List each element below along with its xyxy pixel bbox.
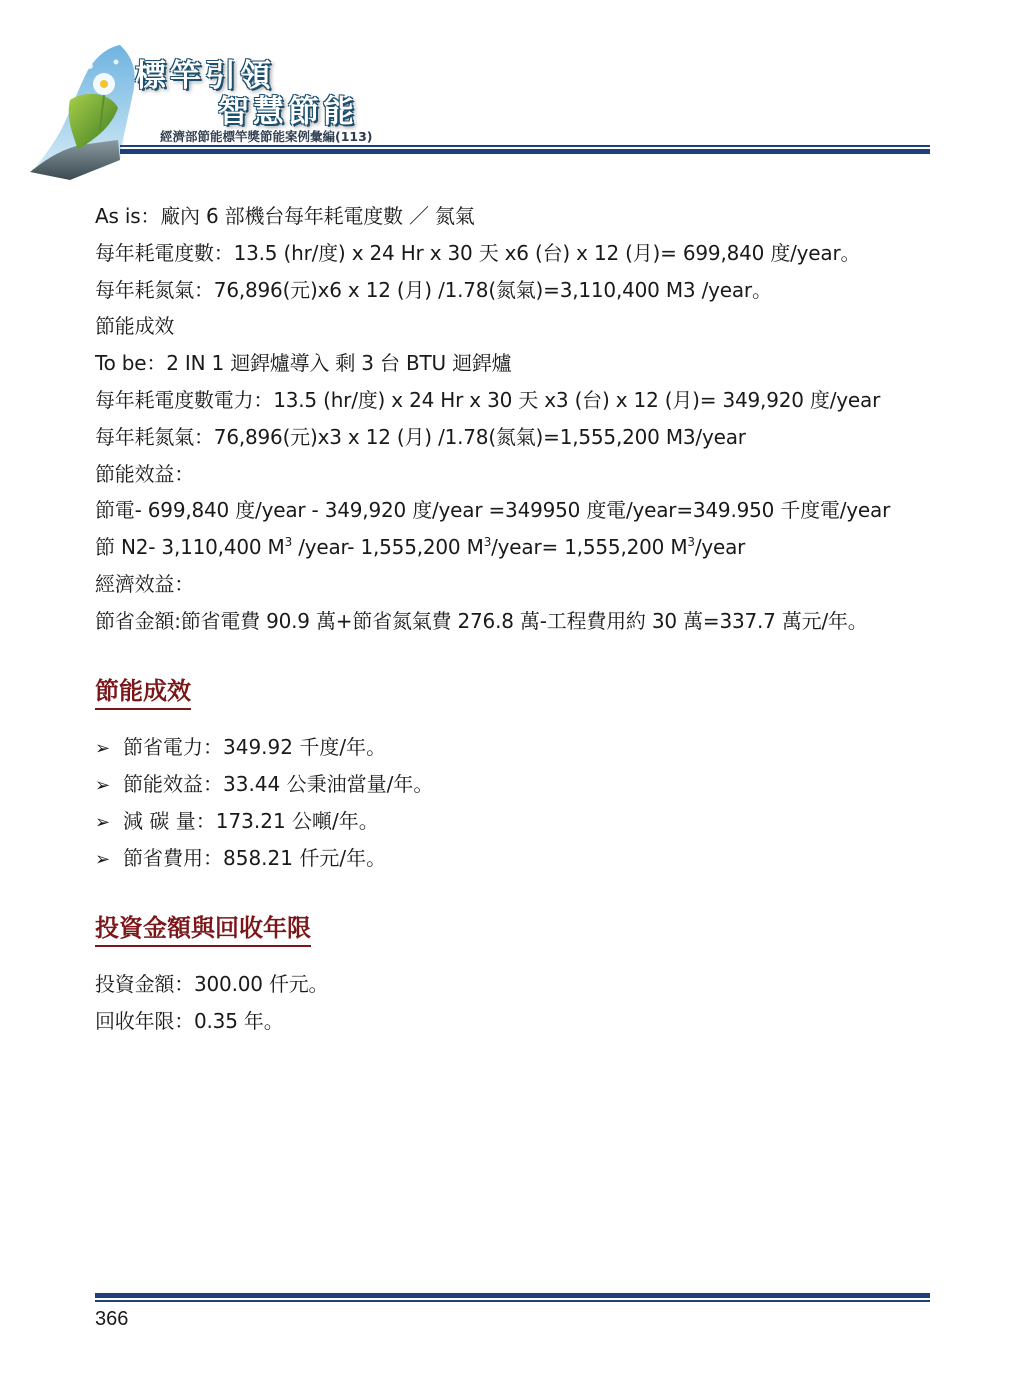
list-item-text: 節省電力：349.92 千度/年。 — [123, 735, 387, 759]
text-line: 每年耗電度數：13.5 (hr/度) x 24 Hr x 30 天 x6 (台) x 12 (月)= 699,840 度/year。 — [95, 240, 861, 265]
text-line: 每年耗電度數電力：13.5 (hr/度) x 24 Hr x 30 天 x3 (台) x 12 (月)= 349,920 度/year — [95, 387, 881, 412]
publication-subtitle: 經濟部節能標竿獎節能案例彙編(113) — [160, 129, 373, 144]
text-line: 每年耗氮氣：76,896(元)x3 x 12 (月) /1.78(氮氣)=1,555,200 M3/year — [95, 424, 746, 449]
text-line: 投資金額：300.00 仟元。 — [95, 972, 329, 996]
text-line: 節能成效 — [95, 314, 175, 339]
arrow-bullet-icon: ➢ — [95, 849, 111, 870]
savings-bullet-list — [95, 729, 795, 877]
list-item — [95, 729, 795, 766]
list-item — [95, 803, 795, 840]
section-title-energy-savings: 節能成效 — [95, 676, 191, 710]
text-line: 節省金額:節省電費 90.9 萬+節省氮氣費 276.8 萬-工程費用約 30 萬=337.7 萬元/年。 — [95, 608, 868, 633]
page-number: 366 — [95, 1308, 129, 1330]
n2-part: /year — [694, 535, 746, 560]
text-line: As is：廠內 6 部機台每年耗電度數 ／ 氮氣 — [95, 204, 475, 228]
dandelion-center — [100, 80, 108, 88]
list-item — [95, 840, 795, 877]
text-line: 節電- 699,840 度/year - 349,920 度/year =349950 度電/year=349.950 千度電/year — [95, 498, 891, 523]
arrow-bullet-icon: ➢ — [95, 812, 111, 833]
list-item — [95, 766, 795, 803]
footer-rule — [95, 1293, 930, 1302]
calculation-text — [95, 198, 955, 640]
text-line: 每年耗氮氣：76,896(元)x6 x 12 (月) /1.78(氮氣)=3,110,400 M3 /year。 — [95, 277, 772, 302]
text-line: To be：2 IN 1 迴銲爐導入 剩 3 台 BTU 迴銲爐 — [95, 351, 512, 376]
header-rule — [120, 145, 930, 154]
investment-text — [95, 966, 328, 1040]
n2-savings-line — [95, 529, 955, 566]
n2-part: /year- 1,555,200 M — [292, 535, 484, 560]
text-line: 經濟效益： — [95, 571, 194, 596]
list-item-text: 節省費用：858.21 仟元/年。 — [123, 846, 387, 870]
superscript: 3 — [483, 535, 492, 550]
list-item-text: 減 碳 量：173.21 公噸/年。 — [123, 809, 379, 833]
section-title-investment: 投資金額與回收年限 — [95, 913, 311, 947]
logo-title-line2: 智慧節能 — [218, 94, 358, 130]
logo-title-line1: 標竿引領 — [135, 58, 275, 94]
superscript: 3 — [687, 535, 695, 550]
arrow-bullet-icon: ➢ — [95, 738, 111, 759]
page-header — [0, 0, 1024, 190]
text-line: 回收年限：0.35 年。 — [95, 1008, 284, 1033]
n2-part: /year= 1,555,200 M — [491, 535, 688, 560]
arrow-bullet-icon: ➢ — [95, 775, 111, 796]
superscript: 3 — [284, 535, 293, 550]
list-item-text: 節能效益：33.44 公秉油當量/年。 — [123, 772, 434, 796]
n2-part: 節 N2- 3,110,400 M — [95, 535, 285, 560]
text-line: 節能效益： — [95, 461, 194, 486]
